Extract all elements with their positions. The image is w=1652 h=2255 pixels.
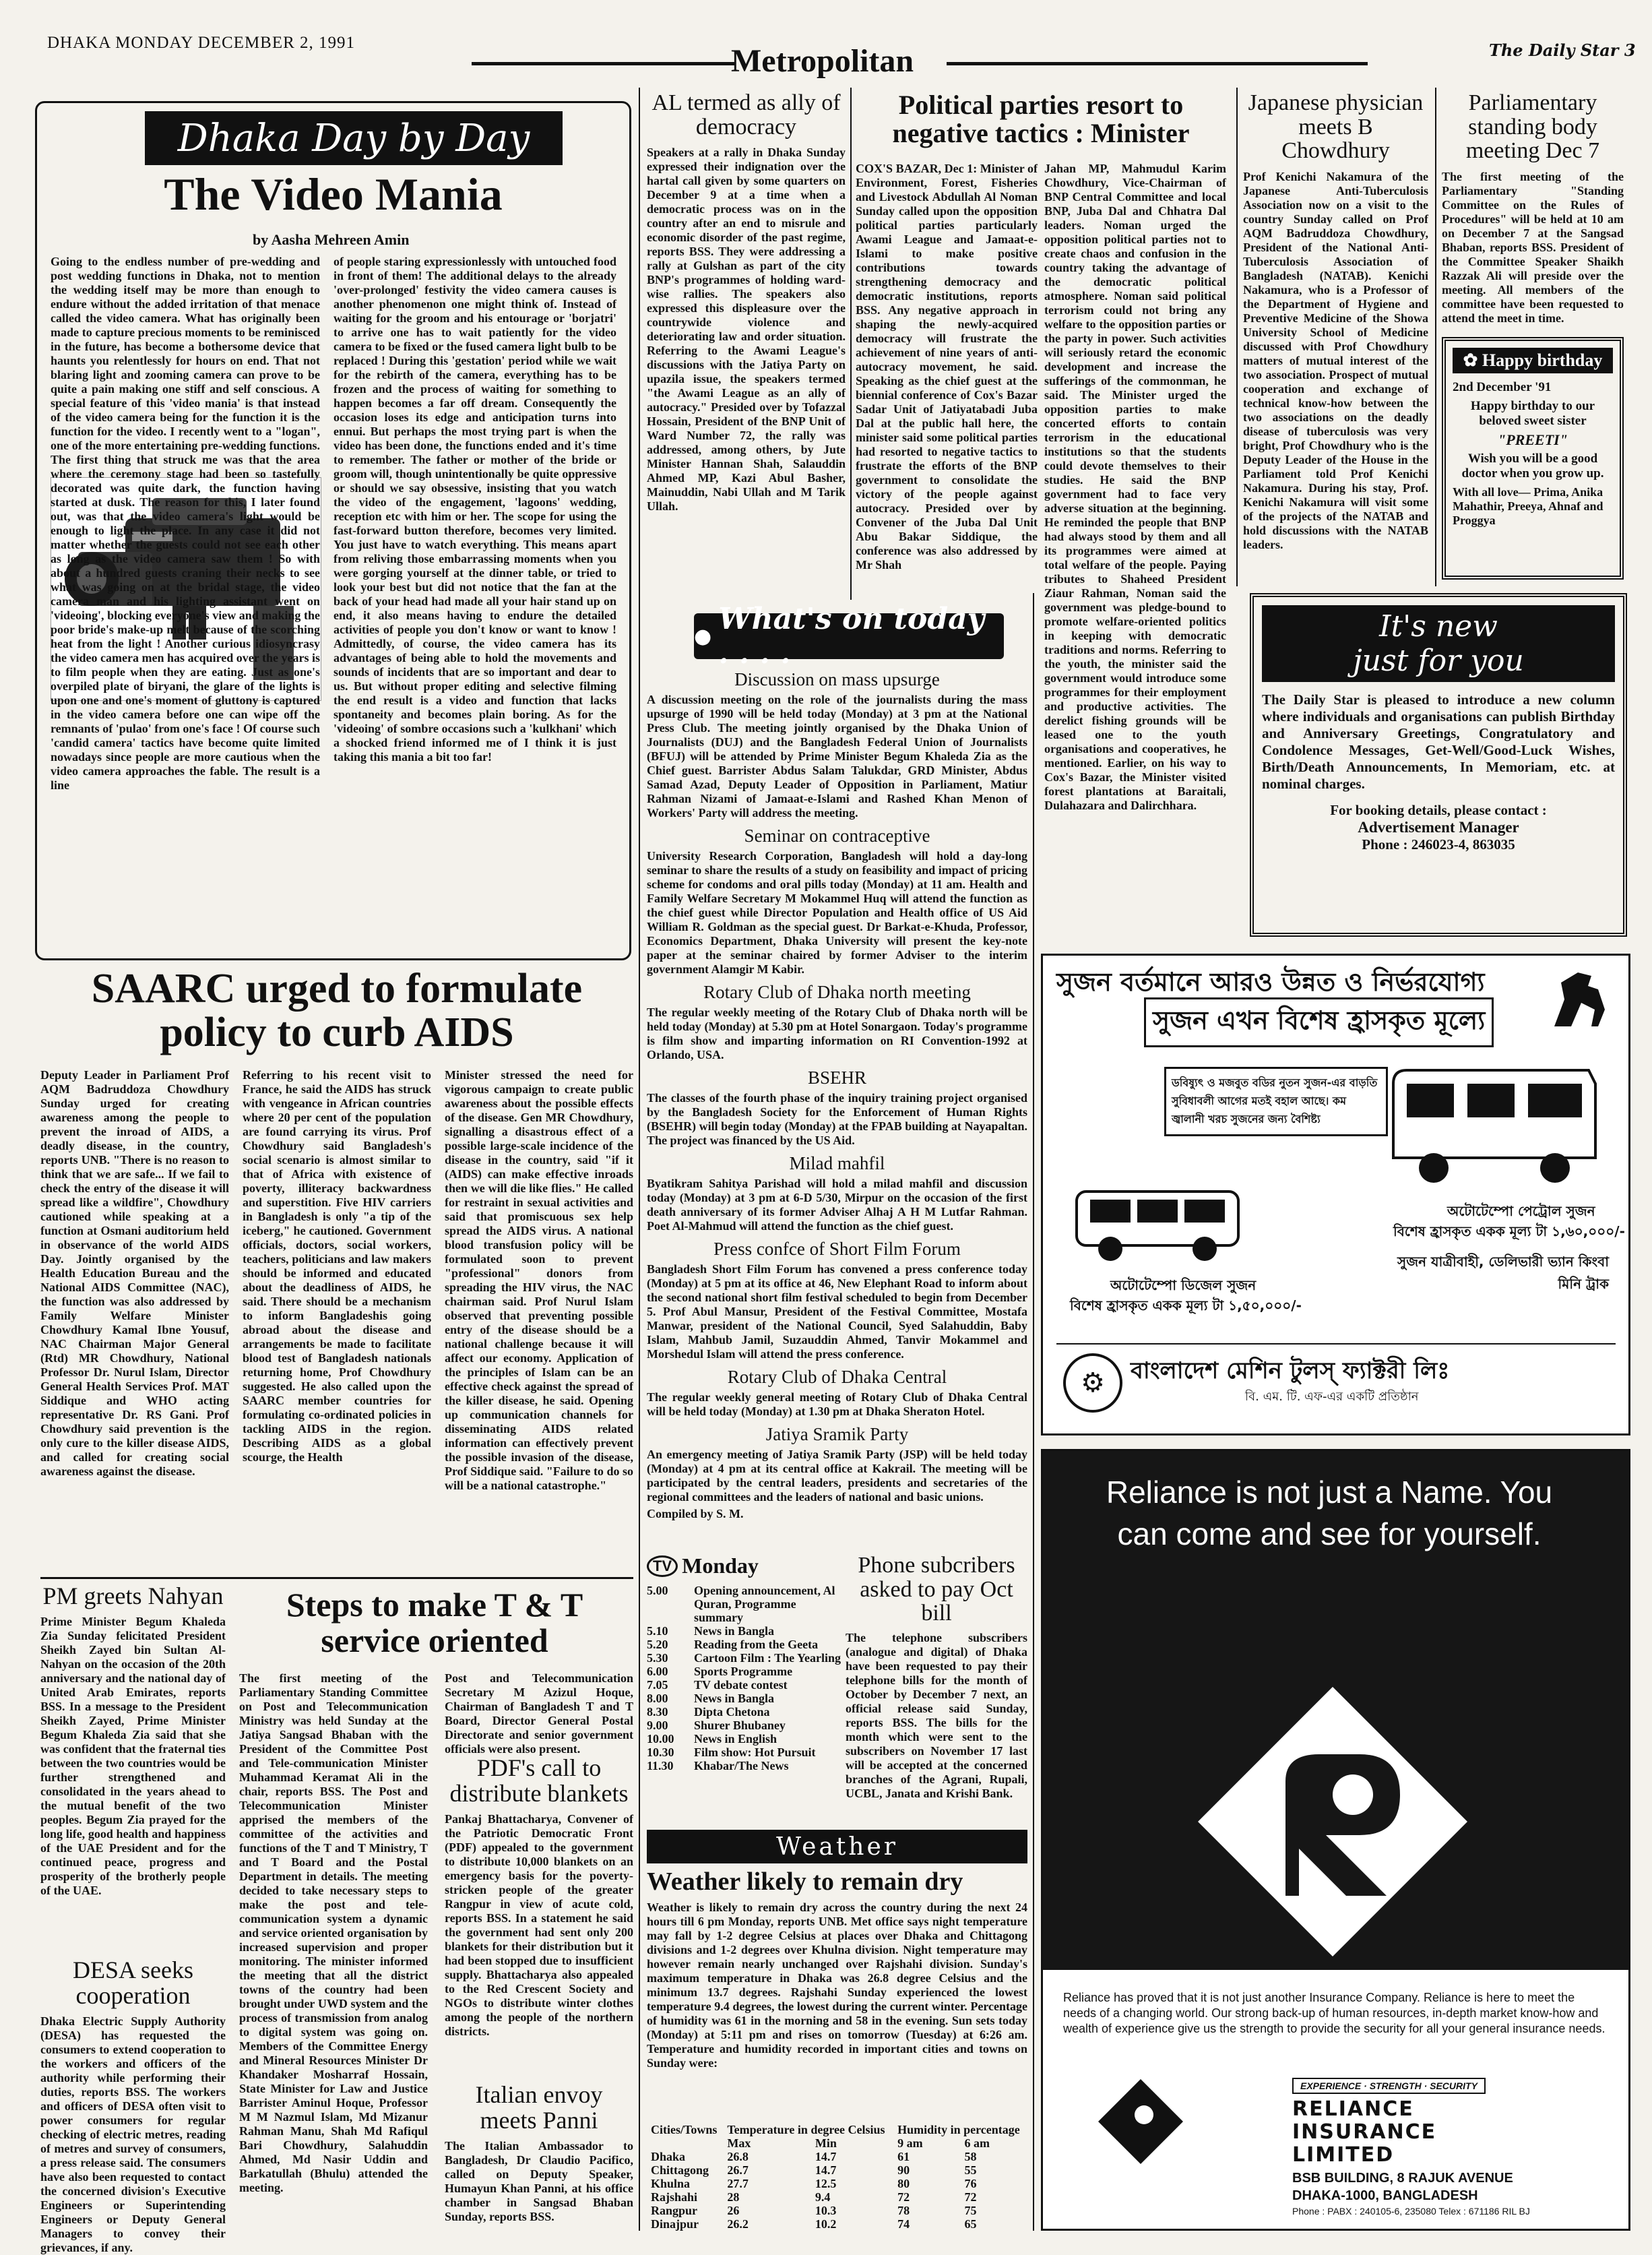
tv-programme: Opening announcement, Al Quran, Programme summary xyxy=(694,1584,835,1624)
political-col-2: Jahan MP, Mahmudul Karim Chowdhury, Vice-Chairman of BNP Central Committee and local BNP, Juba Dal and Chhatra Dal leaders. Noman urged the opposition political parties not to create chaos and confusion in the country taking the advantage of the democratic political atmosphere. Noman said political terrorism could not bring any welfare to the opposition parties or the party in power. Such activities will seriously retard the economic development and increase the sufferings of the commonman, he said. The Minister urged the opposition parties to make concerted efforts to contain terrorism in the educational institutions so that the students could devote themselves to their studies. He said the BNP government had to face very adverse situation at the beginning. He reminded the people that BNP had always stood by them and all its programmes were aimed at total welfare of the people. Paying tributes to Shaheed President Ziaur Rahman, Noman said the government was pledge-bound to promote welfare-oriented politics in keeping with democratic traditions and norms. Referring to the youth, the minister said the government would introduce some programmes for their employment and productive activities. The derelict fishing grounds will be leased one to the youth organisations and cooperatives, he mentioned. Earlier, on his way to Cox's Bazar, the Minister visited forest plantations at Baraitali, Dulahazara and Dalirchhara. xyxy=(1044,162,1226,812)
its-new-contact: For booking details, please contact : xyxy=(1330,802,1547,818)
sujan-product2: সুজন যাত্রীবাহী, ডেলিভারী ভ্যান কিংবা মিনি ট্রাক xyxy=(1397,1254,1609,1292)
whats-on-item-title: Seminar on contraceptive xyxy=(744,826,930,846)
weather-cell: 61 xyxy=(897,2150,910,2163)
weather-cell: 26.8 xyxy=(727,2150,749,2163)
birthday-line1: Happy birthday to our beloved sweet sister xyxy=(1470,399,1595,428)
weather-cell: Dhaka xyxy=(651,2150,686,2163)
reliance-tagline: EXPERIENCE · STRENGTH · SECURITY xyxy=(1292,2078,1486,2094)
tv-row xyxy=(647,1692,842,1705)
tv-time: 5.00 xyxy=(647,1584,668,1597)
body: The first meeting of the Parliamentary "Standing Committee on the Rules of Procedures" will be held at 10 am on December 7 at the Sangsad Bhaban, reports BSS. President of the Committee Speaker Shaikh Razzak Ali will preside over the meeting. All members of the committee have been requested to attend the meet in time. xyxy=(1442,170,1624,326)
saarc-col-2: Referring to his recent visit to France, he said the AIDS has struck with vengeance in African countries where 20 per cent of the population are found carrying its virus. Prof Chowdhury said Bangladesh's social scenario is almost similar to that of Africa with existence of poverty, illiteracy backwardness and superstition. Five HIV carriers in Bangladesh is only "a tip of the iceberg," he cautioned. Government officials, doctors, social workers, teachers, politicians and law makers should be informed and educated about the deadliness of AIDS, he said. There should be a mechanism to inform Bangladeshis going abroad about the disease and arrangements be made to facilitate blood test of Bangladesh nationals returning home, Prof Chowdhury suggested. He also called upon the SAARC member countries for formulating co-ordinated policies in tackling AIDS in the region. Describing AIDS as a global scourge, the Health xyxy=(243,1068,431,1464)
saarc-headline: SAARC urged to formulate policy to curb AIDS xyxy=(91,966,583,1056)
weather-cell: Rangpur xyxy=(651,2204,698,2217)
tv-time: 6.00 xyxy=(647,1665,668,1678)
tv-row xyxy=(647,1678,842,1692)
weather-cell: 55 xyxy=(964,2163,977,2177)
reliance-mark-icon xyxy=(1097,2078,1184,2165)
japanese-article xyxy=(1243,91,1428,648)
tv-programme: Sports Programme xyxy=(694,1665,793,1678)
its-new-manager: Advertisement Manager xyxy=(1358,819,1519,836)
body: The Italian Ambassador to Bangladesh, Dr Claudio Pacifico, called on Deputy Speaker, Humayun Khan Panni, at his office chamber in Sangsad Bhaban Sunday, reports BSS. xyxy=(445,2138,633,2223)
parliamentary-article xyxy=(1442,91,1624,328)
political-article xyxy=(856,91,1226,154)
whats-on-item-title: Press confce of Short Film Forum xyxy=(713,1239,961,1259)
headline: AL termed as ally of democracy xyxy=(652,90,841,140)
weather-cell: Rajshahi xyxy=(651,2190,698,2204)
headline: Political parties resort to negative tactics : Minister xyxy=(892,90,1190,148)
tv-programme: Film show: Hot Pursuit xyxy=(694,1746,816,1759)
whats-on-list xyxy=(647,664,1027,1564)
weather-row xyxy=(647,2190,1027,2204)
whats-on-item-text: The regular weekly meeting of the Rotary Club of Dhaka north will be held today (Monday) at 5.30 pm at Hotel Sonargaon. Today's programme is film show and imparting information on RI Convention-1992 at Orlando, USA. xyxy=(647,1006,1027,1061)
tv-heading: TV Monday xyxy=(647,1553,842,1578)
headline: Japanese physician meets B Chowdhury xyxy=(1248,90,1424,164)
weather-row xyxy=(647,2177,1027,2190)
reliance-logo-icon xyxy=(1191,1680,1474,1963)
weather-cell: 10.3 xyxy=(815,2204,837,2217)
weather-row xyxy=(647,2217,1027,2231)
weather-article xyxy=(647,1867,1027,2231)
al-termed-article xyxy=(647,91,846,617)
weather-cell: 28 xyxy=(727,2190,740,2204)
whats-on-item-text: An emergency meeting of Jatiya Sramik Party (JSP) will be held today (Monday) at 4 pm at its central office at Kakrail. The meeting will be participated by the central leaders, presidents and secretaries of the regional committees and the leaders of national and basic unions. xyxy=(647,1448,1027,1504)
video-mania-article xyxy=(35,101,631,960)
tv-time: 8.00 xyxy=(647,1692,668,1705)
bullet-icon: ● xyxy=(694,624,712,648)
tv-logo-icon: TV xyxy=(647,1555,678,1577)
weather-cell: 9.4 xyxy=(815,2190,831,2204)
tv-row xyxy=(647,1746,842,1759)
headline: Phone subcribers asked to pay Oct bill xyxy=(858,1553,1015,1626)
headline: PM greets Nahyan xyxy=(42,1582,224,1609)
article-column-2: of people staring expressionlessly with untouched food in front of them! The additional delays to the already 'over-prolonged' festivity the video camera causes is another phenomenon one might think of. Instead of waiting for the groom and his entourage or 'borjatri' to arrive one has to wait patiently for the video camera to be fixed or the fused camera light bulb to be replaced ! During this 'gestation' period while we wait for the rebirth of the camera, everything has to be frozen and the process of waiting for something to happen becomes a far off dream. Consequently the occasion loses its edge and anticipation turns into ennui. But perhaps the most trying part is when the video has been done, the functions ended and it's time to remember. The father or mother of the bride or groom will, though unintentionally be quite oppressive or should we say obsessive, insisting that you watch the video of the engagement, 'lagoons' wedding, reception etc with him or her. The scope for using the fast-forward button therefore, becomes very limited. You just have to watch everything. This means apart from reliving those embarrassing moments when you were gorging yourself at the dinner table, or tried to look your best but did not notice that the fan at the back of your head had made all your hair stand up on end, it also means having to endure the detailed activities of people you don't know or want to know ! Admittedly, of course, the video camera has its advantages of being able to hold the movements and sounds of incidents that are so important and dear to us. But without proper editing and selective filming the end result is a video and function that lacks spontaneity and becomes plain boring. As for the 'videoing' of sombre occasions such a 'kulkhani' which a shocked friend informed me of I think it is just taking this mania a bit too far! xyxy=(333,255,616,764)
whats-on-item-title: Rotary Club of Dhaka Central xyxy=(727,1367,947,1387)
headline: Weather likely to remain dry xyxy=(647,1867,963,1896)
sujan-address: বি. এম. টি. এফ-এর একটি প্রতিষ্ঠান xyxy=(1245,1390,1419,1404)
sujan-line1: সুজন বর্তমানে আরও উন্নত ও নির্ভরযোগ্য xyxy=(1056,967,1485,997)
tv-programme: News in Bangla xyxy=(694,1692,775,1705)
whats-on-item-text: Bangladesh Short Film Forum has convened a press conference today (Monday) at 5 pm at its office at 46, New Elephant Road to inform about the second national short film festival scheduled to begin from December 5. Prof Abul Mansur, President of the Festival Committee, Mostafa Manwar, president of the National Council, Syed Salahuddin, Baby Islam, Mahbub Jamil, Suzauddin Ahmed, Tanvir Mokammel and Morshedul Islam will attend the press conference. xyxy=(647,1262,1027,1361)
tv-time: 10.30 xyxy=(647,1746,674,1759)
weather-cell: Dinajpur xyxy=(651,2217,699,2231)
tv-time: 7.05 xyxy=(647,1678,668,1692)
birthday-name: "PREETI" xyxy=(1498,431,1568,448)
tv-row xyxy=(647,1665,842,1678)
body: Prime Minister Begum Khaleda Zia Sunday felicitated President Sheikh Zayed bin Sultan Al-Nahyan on the occasion of the 20th anniversary and the national day of United Arab Emirates, reports BSS. In a message to the President Sheikh Zayed, Prime Minister Begum Khaleda Zia said that she was confident that the fraternal ties between the two countries would be further strengthened and consolidated in the years ahead to the mutual benefit of the two peoples. Begum Zia prayed for the long life, good health and happiness of the UAE President and for the continued peace, progress and prosperity of the brotherly people of the UAE. xyxy=(40,1614,226,1897)
birthday-date: 2nd December '91 xyxy=(1453,380,1552,394)
tv-row xyxy=(647,1705,842,1719)
tv-time: 10.00 xyxy=(647,1732,674,1746)
horse-logo-icon xyxy=(1541,962,1615,1037)
weather-cell: 74 xyxy=(897,2217,910,2231)
weather-table: Cities/Towns Temperature in degree Celsius Humidity in percentage Max Min 9 am 6 am Dhaka 26.8 14.7 61 58 Chittagong 26.7 14.7 90 55 Khulna 27.7 12.5 80 76 Rajshahi 28 9.4 72 72 Rangpur 26 10.3 78 75 Dinajpur 26.2 10.2 74 65 xyxy=(647,2123,1027,2231)
steps-col-1: The first meeting of the Parliamentary Standing Committee on Post and Telecommunication Ministry was held Sunday at the Jatiya Sangsad Bhaban with the President of the Committee Post and Tele-communication Minister Muhammad Keramat Ali in the chair, reports BSS. The Post and Telecommunication Minister apprised the members of the committee of the activities and functions of the T and T Ministry, T and T Board and the Postal Department in details. The meeting decided to take necessary steps to make the post and tele-communication system a dynamic and service oriented organisation by increased supervision and proper monitoring. The minister informed the meeting that all the district towns of the country had been brought under UWD system and the process of transmission from analog to digital system was going on. Members of the Committee Energy and Mineral Resources Minister Dr Khandaker Mosharraf Hossain, State Minister for Law and Justice Barrister Aminul Hoque, Professor M M Nazmul Islam, Md Mizanur Rahman Manu, Shah Md Rafiqul Bari Chowdhury, Salahuddin Ahmed, Md Nasir Uddin and Barkatullah (Bhulu) attended the meeting. xyxy=(239,1671,428,2194)
reliance-body: Reliance has proved that it is not just another Insurance Company. Reliance is here to meet the needs of a changing world. Our strong back-up of human resources, in-depth market know-how and wealth of experience give us the strength to provide the security for all your general insurance needs. xyxy=(1063,1991,1606,2035)
article-column-1: Going to the endless number of pre-wedding and post wedding functions in Dhaka, not to mention the wedding itself may be more than enough to endure without the added irritation of that menace called the video camera. What has originally been made to capture precious moments to be reminisced in the future, has become a bothersome device that haunts you relentlessly for hours on end. That not blaring light and zooming camera can prove to be quite a pain making one stiff and self conscious. A special feature of this 'video mania' is that instead of the video camera being for the function it is the function for the video. I recently went to a "logan", one of the more entertaining pre-wedding functions. The first thing that struck me was that the area where the ceremony stage had been so tastefully decorated was quite dark, the function having started at dusk. The reason for this, I later found out, was that the video camera's light would be enough to light the place. In any case it did not matter whether the guests could not see each other as long as the video camera saw them ! So with about a hundred guests craning their necks to see what was going on at the bridal stage, the video camera man and his lighting assistant went on 'videoing', blocking everyone's view and making the poor bride's make-up melt because of the scorching heat from the light ! Another curious idiosyncrasy the video camera men has acquired over the years is to film people when they are eating. Just as one's overpiled plate of biryani, the glare of the lights is upon one and one's moment of gluttony is captured in the video camera before one can wipe off the remnants of 'pulao' from one's face ! Of course such 'candid camera' tactics have become quite limited nowadays since people are more cautious when the video camera approaches the fable. The result is a line xyxy=(51,255,320,792)
whats-on-item xyxy=(647,1239,1027,1361)
body: Speakers at a rally in Dhaka Sunday expressed their indignation over the hartal call given by some quarters on December 9 at a time when a democratic process was on in the country after an end to misrule and economic disorder of the past regime, reports BSS. They were addressing a rally at Gulshan as part of the city BNP's programmes of holding ward-wise rallies. The speakers also expressed this displeasure over the countrywide violence and deteriorating law and order situation. Referring to the Awami League's discussions with the Jatiya Party on upazila issue, the speakers termed "the Awami League as an ally of autocracy." Presided over by Tofazzal Hossain, President of the BNP Unit of Ward Number 72, the rally was addressed, among others, by Jute Minister Hannan Shah, Salauddin Ahmed MP, Kazi Abul Basher, Mainuddin, Nabi Ullah and M Tarik Ullah. xyxy=(647,146,846,514)
body: Prof Kenichi Nakamura of the Japanese Anti-Tuberculosis Association now on a visit to the country Sunday called on Prof AQM Badruddoza Chowdhury, President of the National Anti-Tuberculosis Association of Bangladesh (NATAB). Kenichi Nakamura, who is a Professor of the Department of Hygiene and Preventive Medicine of the Showa University School of Medicine discussed with Prof Chowdhury matters of mutual interest of the two association. Prospect of mutual cooperation and exchange of technical know-how between the two associations on the deadly disease of tuberculosis was very bright, Prof Chowdhury who is the Deputy Leader of the House in the Parliament told Prof Kenichi Nakamura. During his stay, Prof. Kenichi Nakamura will visit some of the projects of the NATAB and hold discussions with the NATAB leaders. xyxy=(1243,170,1428,552)
tv-programme: Reading from the Geeta xyxy=(694,1638,819,1651)
steps-headline: Steps to make T & T service oriented xyxy=(286,1586,583,1659)
weather-row xyxy=(647,2150,1027,2163)
weather-cell: Chittagong xyxy=(651,2163,709,2177)
headline: PDF's call to distribute blankets xyxy=(449,1754,629,1807)
bus-vehicle-image xyxy=(1380,1057,1609,1192)
tv-time: 5.10 xyxy=(647,1624,668,1638)
article-title: The Video Mania xyxy=(164,168,503,220)
body: Weather is likely to remain dry across the country during the next 24 hours till 6 pm Monday, reports UNB. Met office says night temperature may fall by 1-2 degree Celsius at places over Dhaka and Chittagong divisions and 1-2 degrees over Khulna division. Night temperature may however remain nearly unchanged over Rajshahi division. Sunday's maximum temperature in Dhaka was 26.8 degree Celsius and the minimum 13.7 degrees. Rajshahi Sunday experienced the lowest temperature 9.4 degrees, the lowest during the current winter. Percentage of humidity was 61 in the morning and 58 in the evening. Sun sets today (Monday) at 5:11 pm and rises on tomorrow (Tuesday) at 6:26 am. Temperature and humidity recorded in important cities and towns on Sunday were: xyxy=(647,1901,1027,2070)
whats-on-item-text: The classes of the fourth phase of the inquiry training project organised by the Bangladesh Society for the Enforcement of Human Rights (BSEHR) will begin today (Monday) at the FPAB building at Nayapaltan. The project was financed by the US Aid. xyxy=(647,1091,1027,1147)
whats-on-item-text: The regular weekly general meeting of Rotary Club of Dhaka Central will be held today (Monday) at 1.30 pm at Dhaka Sheraton Hotel. xyxy=(647,1390,1027,1418)
birthday-sign: With all love— Prima, Anika Mahathir, Preeya, Ahnaf and Proggya xyxy=(1453,485,1603,527)
tv-row xyxy=(647,1624,842,1638)
bmtf-logo-icon: ⚙ xyxy=(1063,1353,1122,1413)
tv-row xyxy=(647,1584,842,1624)
whats-on-item xyxy=(647,826,1027,977)
tv-programme: Shurer Bhubaney xyxy=(694,1719,786,1732)
weather-row xyxy=(647,2204,1027,2217)
reliance-name: RELIANCE INSURANCE LIMITED xyxy=(1292,2097,1437,2167)
desa-article xyxy=(40,1956,226,2254)
reliance-address2: DHAKA-1000, BANGLADESH xyxy=(1292,2188,1478,2203)
tv-schedule xyxy=(647,1553,842,1772)
weather-cell: 65 xyxy=(964,2217,977,2231)
weather-cell: 58 xyxy=(964,2150,977,2163)
whats-on-banner: ● What's on today . . . . xyxy=(694,613,1004,659)
whats-on-item-title: Jatiya Sramik Party xyxy=(765,1424,909,1444)
reliance-address1: BSB BUILDING, 8 RAJUK AVENUE xyxy=(1292,2171,1513,2186)
weather-cell: 10.2 xyxy=(815,2217,837,2231)
sujan-callout: ডবিষ্যুৎ ও মজবুত বডির নুতন সুজন-এর বাড়তি সুবিধাবলী আগের মতই বহাল আছে। কম জ্বালানী খরচ সুজনের জন্য বৈশিষ্ট্য xyxy=(1164,1067,1388,1136)
sujan-company: বাংলাদেশ মেশিন টুলস্ ফ্যাক্টরী লিঃ xyxy=(1131,1357,1450,1384)
tv-time: 11.30 xyxy=(647,1759,674,1772)
tv-time: 8.30 xyxy=(647,1705,668,1719)
tv-rows xyxy=(647,1584,842,1772)
tv-row xyxy=(647,1732,842,1746)
reliance-headline-panel: Reliance is not just a Name. You can come and see for yourself. xyxy=(1043,1451,1628,1970)
headline: Italian envoy meets Panni xyxy=(475,2081,603,2134)
headline: Parliamentary standing body meeting Dec 7 xyxy=(1465,90,1600,164)
sujan-product1: অটোটেম্পো পেট্রোল সুজন xyxy=(1447,1203,1595,1219)
whats-on-item-text: University Research Corporation, Bangladesh will hold a day-long seminar to share the results of a study on feasibility and impact of pricing scheme for condoms and oral pills today (Monday) at 11 am. Health and Family Welfare Secretary M Mokammel Huq will attend the function as the chief guest while Director Population and Health office of US Aid William R. Goldman as the special guest. Dr Barkat-e-Khuda, Professor, Economics Department, Dhaka University will present the key-note paper at the seminar chaired by former Adviser to the interim government Alamgir M Kabir. xyxy=(647,849,1027,976)
phone-article xyxy=(846,1553,1027,1803)
whats-on-item xyxy=(647,982,1027,1062)
birthday-box xyxy=(1442,337,1624,580)
sujan-price3: বিশেষ হ্রাসকৃত একক মূল্য টা ১,৫০,০০০/- xyxy=(1070,1297,1302,1314)
body: Dhaka Electric Supply Authority (DESA) has requested the consumers to extend cooperation to the workers and officers of the authority while performing their duties, reports BSS. The workers and officers of DESA often visit to power consumers for regular checking of electric metres, reading of metres and survey of consumers, a press release said. The consumers have also been requested to contact the concerned division's Executive Engineers or Superintending Engineers or Deputy General Managers to convey their grievances, if any. xyxy=(40,2014,226,2254)
tv-time: 5.20 xyxy=(647,1638,668,1651)
weather-cell: 14.7 xyxy=(815,2163,837,2177)
pm-greets-article xyxy=(40,1584,226,1932)
pdf-article xyxy=(445,1754,633,2038)
byline: by Aasha Mehreen Amin xyxy=(253,231,410,248)
tv-row xyxy=(647,1759,842,1772)
birthday-heading: ✿ Happy birthday xyxy=(1453,348,1613,373)
saarc-col-1: Deputy Leader in Parliament Prof AQM Badruddoza Chowdhury Sunday urged for creating awareness among the people to prevent the inroad of AIDS, a deadly disease, in the country, reports UNB. "There is no reason to think that we are safe... If we fail to check the entry of the disease it will spread like a wildfire", Chowdhury cautioned while speaking at a function at Osmani auditorium held in observance of the world AIDS Day. Jointly organised by the Health Education Bureau and the National AIDS Committee (NAC), the function was also addressed by Family Welfare Minister Chowdhury Kamal Ibne Yousuf, NAC Chairman Major General (Rtd) MR Chowdhury, National Professor Dr. Nurul Islam, Director General Health Services Prof. MAT Siddique and WHO acting representative Dr. RS Gani. Prof Chowdhury said prevention is the only cure to the killer disease AIDS, and called for creating social awareness against the disease. xyxy=(40,1068,229,1478)
whats-on-item-title: Discussion on mass upsurge xyxy=(734,669,940,689)
weather-cell: 80 xyxy=(897,2177,910,2190)
tempo-vehicle-image xyxy=(1070,1171,1285,1266)
tv-row xyxy=(647,1651,842,1665)
tv-programme: Cartoon Film : The Yearling xyxy=(694,1651,841,1665)
reliance-contact: Phone : PABX : 240105-6, 235080 Telex : 671186 RIL BJ xyxy=(1292,2206,1530,2217)
weather-cell: Khulna xyxy=(651,2177,691,2190)
weather-cell: 26 xyxy=(727,2204,740,2217)
tv-programme: TV debate contest xyxy=(694,1678,788,1692)
whats-on-item xyxy=(647,1424,1027,1504)
tv-programme: News in Bangla xyxy=(694,1624,775,1638)
headline: DESA seeks cooperation xyxy=(73,1956,193,2009)
weather-cell: 27.7 xyxy=(727,2177,749,2190)
political-col-1: COX'S BAZAR, Dec 1: Minister of Environment, Forest, Fisheries and Livestock Abdullah Al Noman Sunday called upon the opposition political parties particularly Awami League and Jamaat-e-Islami to make positive contributions towards strengthening democracy and democratic institutions, reports BSS. Any negative approach in shaping the newly-acquired democracy will frustrate the achievement of nine years of anti-autocracy movement, he said. Speaking as the chief guest at the biennial conference of Cox's Bazar Sadar Unit of Jatiyatabadi Juba Dal at the public hall here, the minister said some political parties had resorted to negative tactics to frustrate the efforts of the BNP government to consolidate the victory of the people against autocracy. Presided over by Convener of the Juba Dal Unit Abu Bakar Siddique, the conference was also addressed by Mr Shah xyxy=(856,162,1038,572)
weather-cell: 72 xyxy=(897,2190,910,2204)
body: The telephone subscribers (analogue and digital) of Dhaka have been requested to pay their telephone bills for the month of October by December 7 next, an official release said Sunday, reports BSS. The bills for the month which were sent to the subscribers on November 17 last will be accepted at the concerned branches of the Agrani, Rupali, UCBL, Janata and Krishi Bank. xyxy=(846,1631,1027,1801)
whats-on-item-title: BSEHR xyxy=(807,1068,867,1088)
its-new-banner: It's new just for you xyxy=(1262,605,1615,682)
weather-cell: 26.2 xyxy=(727,2217,749,2231)
whats-on-item-title: Milad mahfil xyxy=(789,1153,885,1173)
section-title: Metropolitan xyxy=(731,43,914,79)
sujan-line2: সুজন এখন বিশেষ হ্রাসকৃত মূল্যে xyxy=(1144,997,1494,1047)
whats-on-item xyxy=(647,1367,1027,1419)
its-new-phone: Phone : 246023-4, 863035 xyxy=(1362,836,1515,853)
weather-cell: 72 xyxy=(964,2190,977,2204)
whats-on-item-title: Rotary Club of Dhaka north meeting xyxy=(703,982,971,1002)
whats-on-item xyxy=(647,1068,1027,1148)
weather-cell: 76 xyxy=(964,2177,977,2190)
birthday-line2: Wish you will be a good doctor when you grow up. xyxy=(1461,452,1604,481)
whats-on-item xyxy=(647,1153,1027,1233)
body: Pankaj Bhattacharya, Convener of the Patriotic Democratic Front (PDF) appealed to the government to distribute 10,000 blankets on an emergency basis for the poverty-stricken people of the greater Rangpur in view of acute cold, reports BSS. In a statement he said the government had sent only 200 blankets for their distribution but it had been stopped due to insufficient supply. Bhattacharya also appealed to the Red Crescent Society and NGOs to distribute winter clothes among the people of the northern districts. xyxy=(445,1812,633,2038)
kicker-banner: Dhaka Day by Day xyxy=(145,111,563,165)
weather-cell: 14.7 xyxy=(815,2150,837,2163)
its-new-text: The Daily Star is pleased to introduce a new column where individuals and organisations can publish Birthday and Anniversary Greetings, Congratulatory and Condolence Messages, Get-Well/Good-Luck Wishes, Birth/Death Announcements, In Memoriam, etc. at nominal charges. xyxy=(1262,691,1615,792)
tv-programme: Khabar/The News xyxy=(694,1759,789,1772)
weather-banner: Weather xyxy=(647,1830,1027,1863)
tv-row xyxy=(647,1719,842,1732)
weather-row xyxy=(647,2163,1027,2177)
paper-name: The Daily Star 3 xyxy=(1489,40,1636,60)
compiled-by: Compiled by S. M. xyxy=(647,1507,744,1520)
tv-time: 9.00 xyxy=(647,1719,668,1732)
sujan-product3: অটোটেম্পো ডিজেল সুজন xyxy=(1110,1277,1257,1293)
tv-programme: Dipta Chetona xyxy=(694,1705,770,1719)
reliance-advertisement xyxy=(1041,1449,1630,2231)
tv-row xyxy=(647,1638,842,1651)
steps-col-2: Post and Telecommunication Secretary M Azizul Hoque, Chairman of Bangladesh T and T Board, Director General Postal Directorate and senior government officials were also present. xyxy=(445,1671,633,1756)
saarc-col-3: Minister stressed the need for vigorous campaign to create public awareness about the possible effects of the disease. Gen MR Chowdhury, signalling a disastrous effect of a possible large-scale incidence of the disease in the country, said "if it (AIDS) can make effective inroads then we will die like flies." He called for restraint in sexual activities and said that promiscuous sex help spread the AIDS virus. A national blood transfusion policy will be formulated soon to prevent "professional" donors from spreading the HIV virus, the NAC chairman said. Prof Nurul Islam observed that preventing possible entry of the disease should be a national challenge because it will affect our economy. Application of the principles of Islam can be an effective check against the spread of the killer disease, he said. Opening up communication channels for disseminating AIDS related information can effectively prevent the possible invasion of the disease, Prof Siddique said. "Failure to do so will be a national catastrophe." xyxy=(445,1068,633,1492)
sujan-advertisement xyxy=(1041,954,1630,1435)
weather-cell: 26.7 xyxy=(727,2163,749,2177)
tv-programme: News in English xyxy=(694,1732,777,1746)
whats-on-item xyxy=(647,669,1027,820)
whats-on-item-text: A discussion meeting on the role of the journalists during the mass upsurge of 1990 will be held today (Monday) at 3 pm at the National Press Club. The meeting jointly organised by the Dhaka Union of Journalists (DUJ) and the Bangladesh Federal Union of Journalists (BFUJ) will be attended by Prime Minister Begum Khaleda Zia as the Chief guest. Barrister Abdus Salam Talukdar, GRD Minister, Abdus Samad Azad, Deputy Leader of Opposition in Parliament, Matiur Rahman Nizami of Jamaat-e-Islami and Rashed Khan Menon of Workers' Party will address the meeting. xyxy=(647,693,1027,820)
tv-time: 5.30 xyxy=(647,1651,668,1665)
weather-cell: 90 xyxy=(897,2163,910,2177)
weather-cell: 78 xyxy=(897,2204,910,2217)
italian-article xyxy=(445,2082,633,2227)
weather-cell: 12.5 xyxy=(815,2177,837,2190)
flower-icon: ✿ xyxy=(1463,350,1478,370)
weather-cell: 75 xyxy=(964,2204,977,2217)
sujan-price1: বিশেষ হ্রাসকৃত একক মূল্য টা ১,৬০,০০০/- xyxy=(1393,1223,1625,1239)
whats-on-item-text: Byatikram Sahitya Parishad will hold a milad mahfil and discussion today (Monday) at 3 pm at 6-D 5/30, Mirpur on the occasion of the first death anniversary of its former Adviser Alhaj A H M Lutfar Rahman. Poet Al-Mahmud will attend the function as the chief guest. xyxy=(647,1177,1027,1233)
dateline: DHAKA MONDAY DECEMBER 2, 1991 xyxy=(47,34,356,52)
its-new-box xyxy=(1250,593,1627,937)
